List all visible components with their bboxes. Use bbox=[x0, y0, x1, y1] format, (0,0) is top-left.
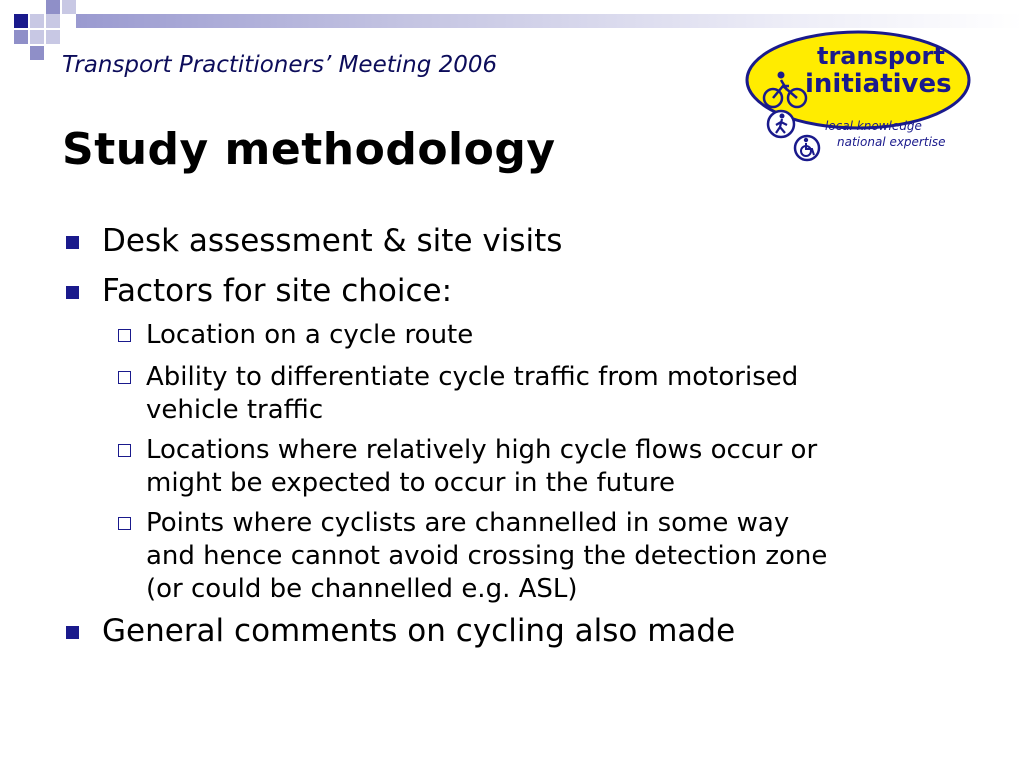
bullet-item bbox=[102, 613, 735, 649]
logo-tagline-1: local knowledge bbox=[825, 119, 922, 133]
logo-text-transport: transport bbox=[817, 42, 945, 70]
transport-initiatives-logo bbox=[745, 28, 975, 164]
header-gradient-bar bbox=[76, 14, 1024, 28]
hollow-square-bullet-icon bbox=[118, 517, 131, 530]
pedestrian-icon bbox=[768, 111, 794, 137]
bullet-text: Factors for site choice: bbox=[102, 273, 453, 309]
sub-bullet-item bbox=[146, 434, 966, 500]
corner-square-dark bbox=[14, 14, 28, 28]
bullet-item bbox=[102, 273, 452, 309]
sub-bullet-line: Points where cyclists are channelled in some way bbox=[146, 508, 790, 538]
sub-bullet-line: vehicle traffic bbox=[146, 395, 324, 425]
bullet-text: Desk assessment & site visits bbox=[102, 223, 563, 259]
square-bullet-icon bbox=[66, 236, 79, 249]
slide-title: Study methodology bbox=[62, 124, 556, 175]
bullet-item bbox=[102, 223, 562, 259]
corner-square-light bbox=[46, 14, 60, 28]
corner-square-light bbox=[30, 30, 44, 44]
meeting-subtitle: Transport Practitioners’ Meeting 2006 bbox=[62, 52, 498, 78]
square-bullet-icon bbox=[66, 626, 79, 639]
corner-square-mid bbox=[30, 46, 44, 60]
corner-square-mid bbox=[46, 0, 60, 14]
square-bullet-icon bbox=[66, 286, 79, 299]
sub-bullet-line: Location on a cycle route bbox=[146, 320, 474, 350]
sub-bullet-line: might be expected to occur in the future bbox=[146, 468, 676, 498]
sub-bullet-line: and hence cannot avoid crossing the detection zone bbox=[146, 541, 828, 571]
hollow-square-bullet-icon bbox=[118, 371, 131, 384]
logo-tagline-2: national expertise bbox=[837, 135, 946, 149]
hollow-square-bullet-icon bbox=[118, 329, 131, 342]
sub-bullet-line: Ability to differentiate cycle traffic from motorised bbox=[146, 362, 799, 392]
corner-square-light bbox=[46, 30, 60, 44]
sub-bullet-line: Locations where relatively high cycle flows occur or bbox=[146, 435, 818, 465]
wheelchair-icon bbox=[795, 136, 819, 160]
corner-square-light bbox=[30, 14, 44, 28]
logo-text-initiatives: initiatives bbox=[805, 69, 952, 99]
sub-bullet-line: (or could be channelled e.g. ASL) bbox=[146, 574, 578, 604]
sub-bullet-item bbox=[146, 507, 966, 606]
corner-square-mid bbox=[14, 30, 28, 44]
hollow-square-bullet-icon bbox=[118, 444, 131, 457]
sub-bullet-item bbox=[146, 361, 966, 427]
bullet-text: General comments on cycling also made bbox=[102, 613, 736, 649]
sub-bullet-item bbox=[146, 319, 966, 352]
corner-square-light bbox=[62, 0, 76, 14]
